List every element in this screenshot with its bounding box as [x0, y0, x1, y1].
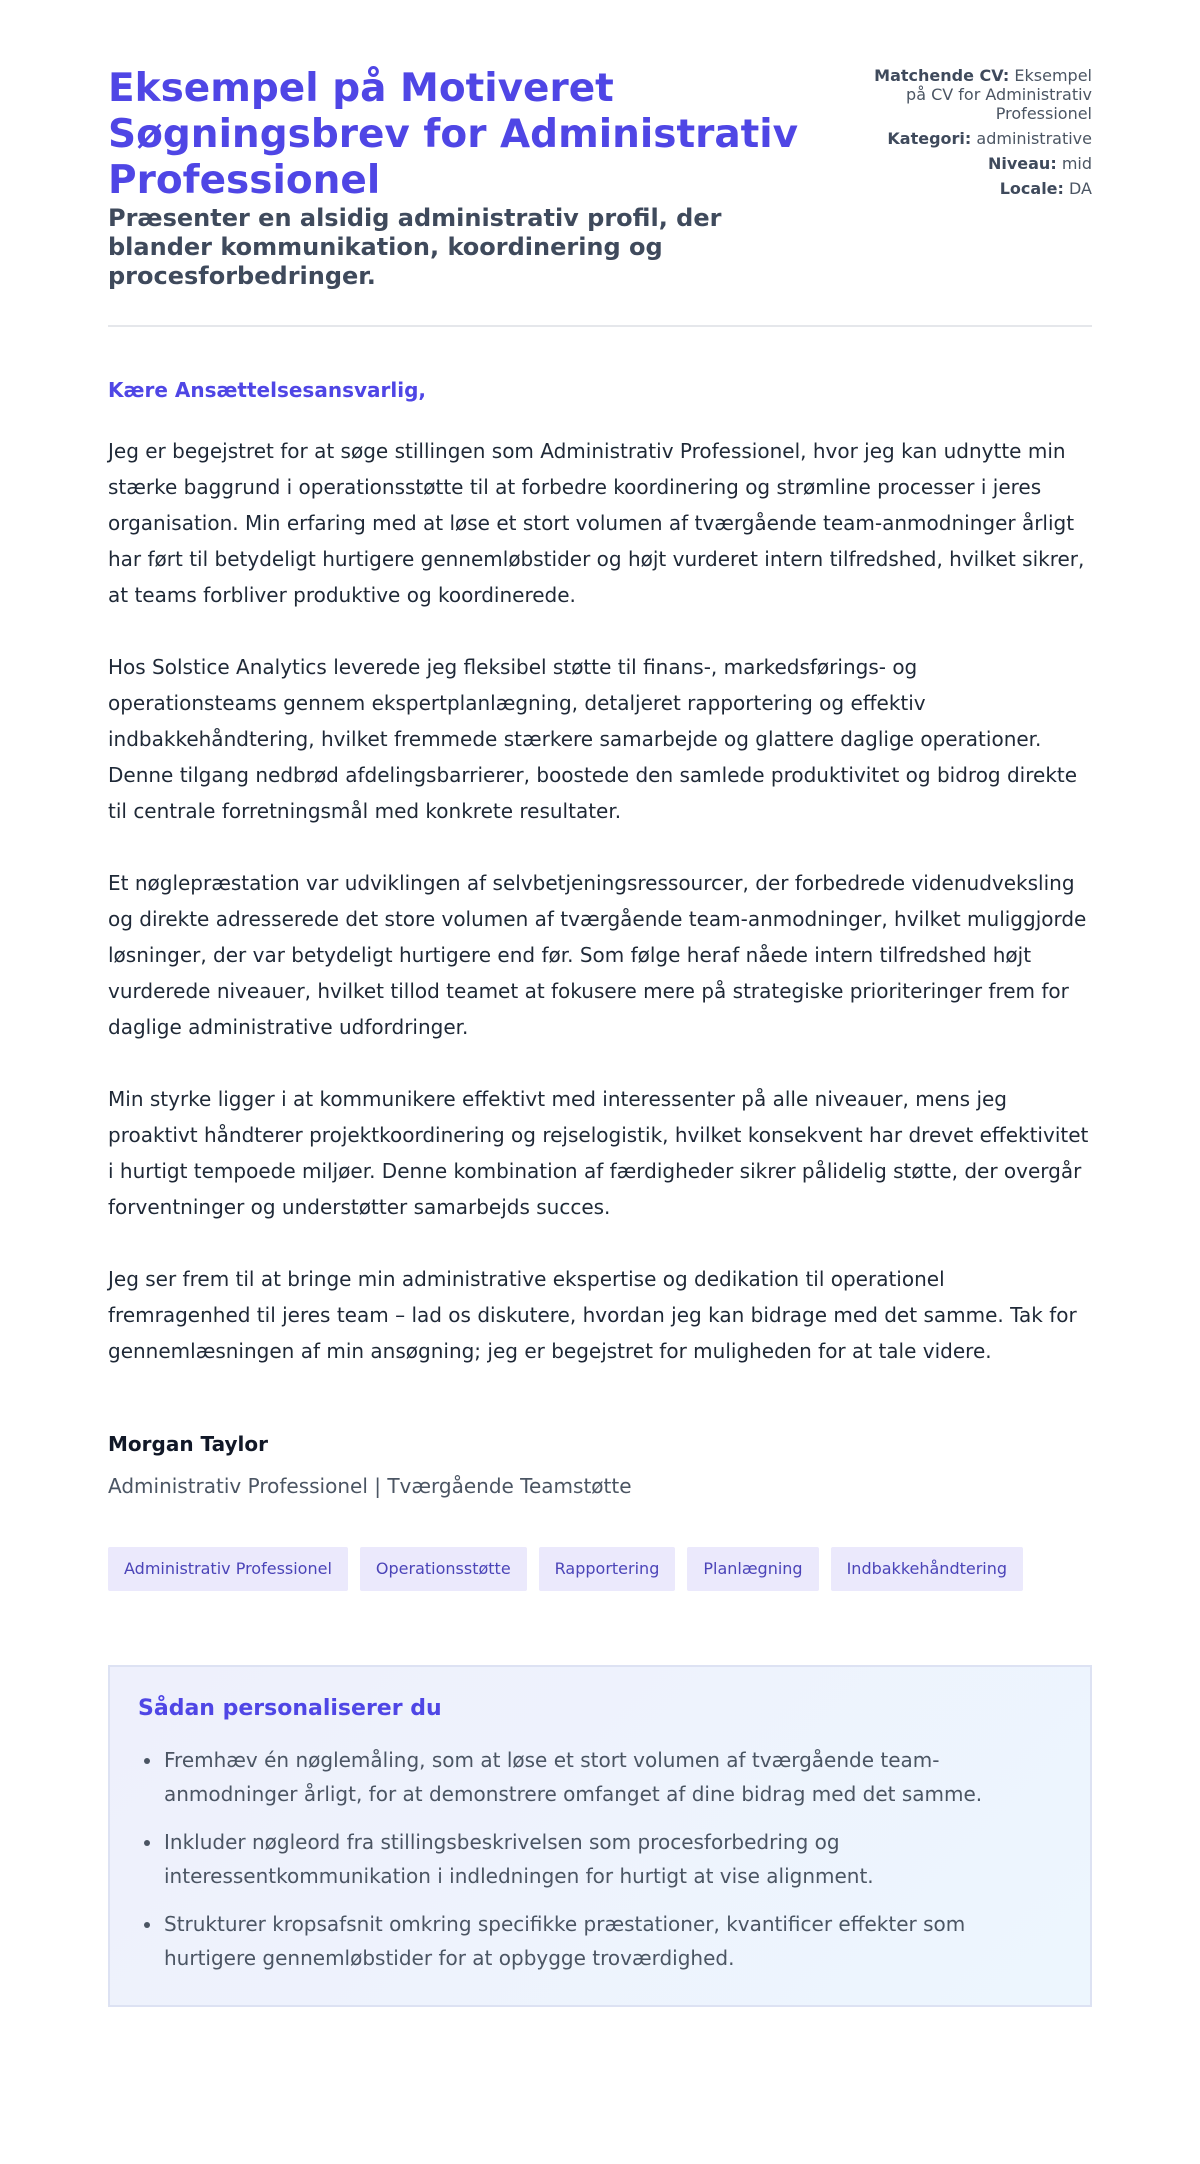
- meta-locale: [852, 179, 1092, 198]
- tips-item: [138, 1743, 1062, 1811]
- meta-category: [852, 129, 1092, 148]
- bullet-icon: [144, 1922, 150, 1928]
- tips-title: Sådan personaliserer du: [138, 1696, 442, 1721]
- meta-value: DA: [1069, 179, 1092, 198]
- skill-tags: [108, 1547, 1092, 1591]
- meta-matching-cv: [852, 66, 1092, 123]
- letter-paragraph: Jeg er begejstret for at søge stillingen som Administrativ Professionel, hvor jeg kan udnytte min stærke baggrund i operationsstøtte til at forbedre koordinering og strømline processer i jeres organisation. Min erfaring med at løse et stort volumen af tværgående team-anmodninger årligt har ført til betydeligt hurtigere gennemløbstider og højt vurderet intern tilfredshed, hvilket sikrer, at teams forbliver produktive og koordinerede.: [108, 439, 1085, 607]
- tips-item-text: Inkluder nøgleord fra stillingsbeskrivelsen som procesforbedring og interessentkommunikation i indledningen for hurtigt at vise alignment.: [164, 1830, 874, 1888]
- letter-body: [108, 377, 1092, 1499]
- meta-panel: [852, 66, 1092, 204]
- tips-item: [138, 1825, 1062, 1893]
- tag: Rapportering: [539, 1547, 676, 1591]
- personalization-tips-box: [108, 1665, 1092, 2007]
- meta-label: Kategori:: [887, 129, 972, 148]
- meta-label: Matchende CV:: [874, 66, 1010, 85]
- page-subtitle: Præsenter en alsidig administrativ profil, der blander kommunikation, koordinering og procesforbedringer.: [108, 204, 722, 290]
- tag: Planlægning: [687, 1547, 818, 1591]
- letter-paragraph: Et nøglepræstation var udviklingen af selvbetjeningsressourcer, der forbedrede videnudveksling og direkte adresserede det store volumen af tværgående team-anmodninger, hvilket muliggjorde løsninger, der var betydeligt hurtigere end før. Som følge heraf nåede intern tilfredshed højt vurderede niveauer, hvilket tillod teamet at fokusere mere på strategiske prioriteringer frem for daglige administrative udfordringer.: [108, 871, 1087, 1039]
- meta-label: Niveau:: [987, 154, 1057, 173]
- signature-block: [108, 1431, 1092, 1499]
- page-header: [108, 66, 1092, 327]
- meta-value: Eksempel på CV for Administrativ Professionel: [906, 66, 1092, 123]
- header-title-block: [108, 66, 808, 291]
- meta-value: administrative: [976, 129, 1092, 148]
- tips-item: [138, 1907, 1062, 1975]
- tag: Indbakkehåndtering: [831, 1547, 1023, 1591]
- tag: Administrativ Professionel: [108, 1547, 348, 1591]
- meta-label: Locale:: [999, 179, 1064, 198]
- tips-list: [138, 1743, 1062, 1975]
- signature-role: Administrativ Professionel | Tværgående Teamstøtte: [108, 1474, 632, 1498]
- signature-name: Morgan Taylor: [108, 1432, 268, 1456]
- letter-paragraph: Hos Solstice Analytics leverede jeg fleksibel støtte til finans-, markedsførings- og operationsteams gennem ekspertplanlægning, detaljeret rapportering og effektiv indbakkehåndtering, hvilket fremmede stærkere samarbejde og glattere daglige operationer. Denne tilgang nedbrød afdelingsbarrierer, boostede den samlede produktivitet og bidrog direkte til centrale forretningsmål med konkrete resultater.: [108, 655, 1078, 823]
- bullet-icon: [144, 1758, 150, 1764]
- page-title: Eksempel på Motiveret Søgningsbrev for Administrativ Professionel: [108, 66, 799, 203]
- letter-paragraph: Min styrke ligger i at kommunikere effektivt med interessenter på alle niveauer, mens jeg proaktivt håndterer projektkoordinering og rejselogistik, hvilket konsekvent har drevet effektivitet i hurtigt tempoede miljøer. Denne kombination af færdigheder sikrer pålidelig støtte, der overgår forventninger og understøtter samarbejds succes.: [108, 1087, 1089, 1219]
- meta-value: mid: [1061, 154, 1092, 173]
- tag: Operationsstøtte: [360, 1547, 527, 1591]
- tips-item-text: Fremhæv én nøglemåling, som at løse et stort volumen af tværgående team-anmodninger årligt, for at demonstrere omfanget af dine bidrag med det samme.: [164, 1748, 983, 1806]
- cover-letter-page: [108, 0, 1092, 2007]
- tips-item-text: Strukturer kropsafsnit omkring specifikke præstationer, kvantificer effekter som hurtigere gennemløbstider for at opbygge troværdighed.: [164, 1912, 966, 1970]
- bullet-icon: [144, 1840, 150, 1846]
- meta-level: [852, 154, 1092, 173]
- letter-paragraph: Jeg ser frem til at bringe min administrative ekspertise og dedikation til operationel fremragenhed til jeres team – lad os diskutere, hvordan jeg kan bidrage med det samme. Tak for gennemlæsningen af min ansøgning; jeg er begejstret for muligheden for at tale videre.: [108, 1267, 1077, 1363]
- letter-greeting: Kære Ansættelsesansvarlig,: [108, 378, 426, 402]
